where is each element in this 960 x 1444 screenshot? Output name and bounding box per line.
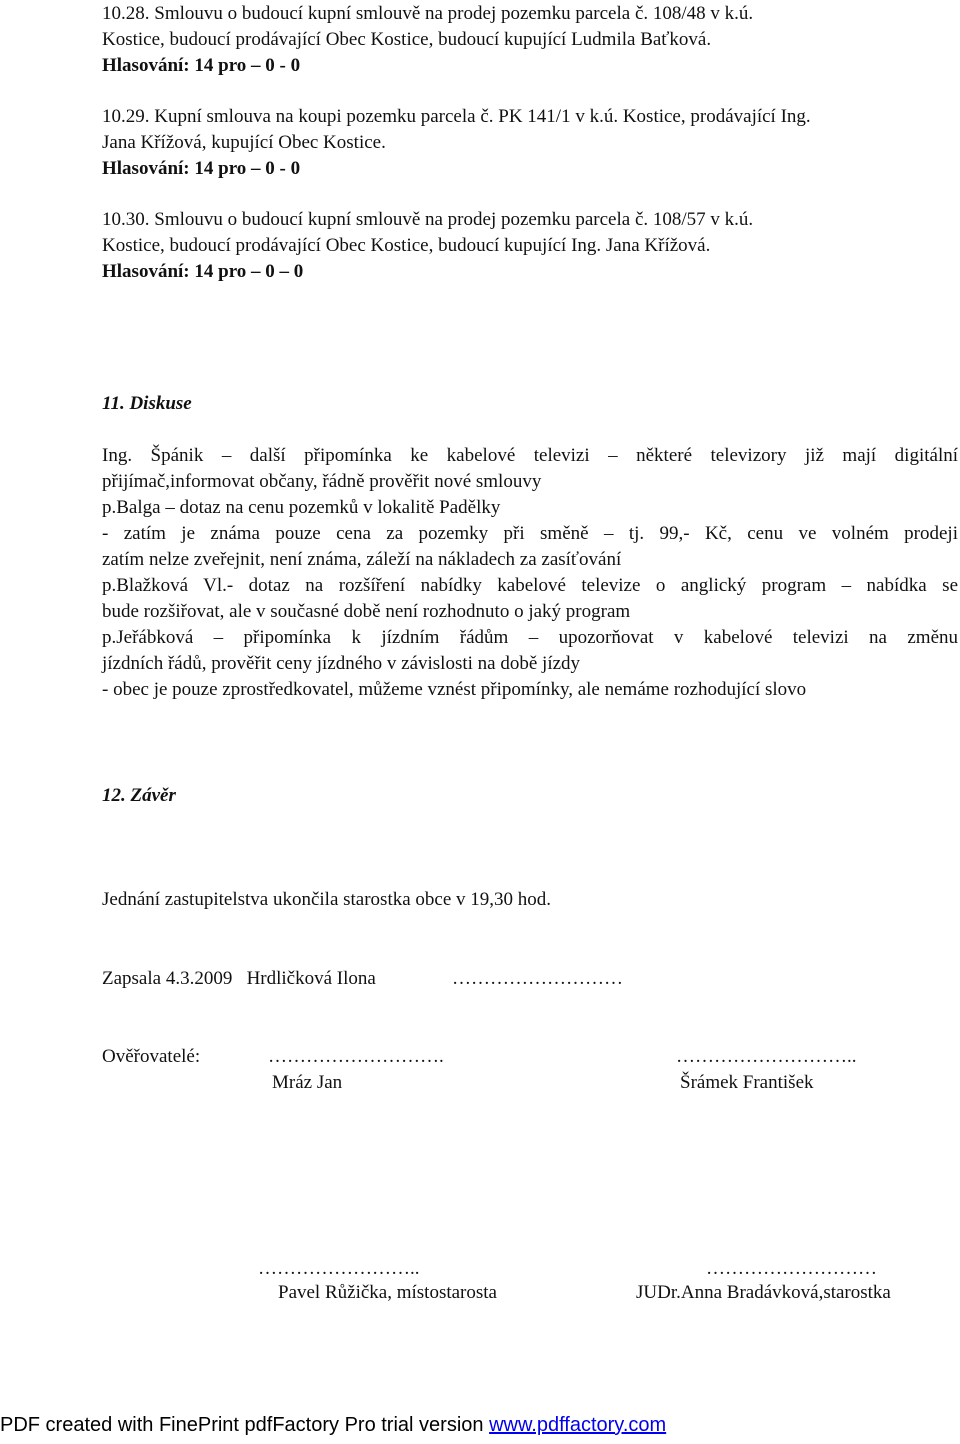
diskuse-line-2: přijímač,informovat občany, řádně prověřit nové smlouvy <box>102 471 542 492</box>
pdf-footer-text: PDF created with FinePrint pdfFactory Pro trial version <box>0 1414 490 1436</box>
item-10-30-vote: Hlasování: 14 pro – 0 – 0 <box>102 261 304 282</box>
diskuse-line-1: Ing. Špánik – další připomínka ke kabelové televizi – některé televizory již mají digitální <box>102 445 958 466</box>
diskuse-line-3: p.Balga – dotaz na cenu pozemků v lokalitě Padělky <box>102 497 501 518</box>
verifier-2-signature-line: ……………………….. <box>676 1046 857 1067</box>
verifiers-label: Ověřovatelé: <box>102 1046 201 1067</box>
diskuse-line-8: p.Jeřábková – připomínka k jízdním řádům – upozorňovat v kabelové televizi na změnu <box>102 627 958 648</box>
signatory-2-signature-line: ……………………… <box>706 1258 877 1279</box>
item-10-28-line-2: Kostice, budoucí prodávající Obec Kostice, budoucí kupující Ludmila Baťková. <box>102 29 712 50</box>
section-12-heading: 12. Závěr <box>102 785 176 806</box>
item-10-29-vote: Hlasování: 14 pro – 0 - 0 <box>102 158 301 179</box>
verifier-1-signature-line: ………………………. <box>268 1046 444 1067</box>
item-10-30-line-2: Kostice, budoucí prodávající Obec Kostice, budoucí kupující Ing. Jana Křížová. <box>102 235 711 256</box>
item-10-29-line-2: Jana Křížová, kupující Obec Kostice. <box>102 132 386 153</box>
signatory-2-name: JUDr.Anna Bradávková,starostka <box>636 1282 891 1303</box>
pdf-footer <box>0 1414 666 1437</box>
diskuse-line-4: - zatím je známa pouze cena za pozemky při směně – tj. 99,- Kč, cenu ve volném prodeji <box>102 523 958 544</box>
diskuse-line-7: bude rozšiřovat, ale v současné době není rozhodnuto o jaký program <box>102 601 631 622</box>
item-10-30-line-1: 10.30. Smlouvu o budoucí kupní smlouvě na prodej pozemku parcela č. 108/57 v k.ú. <box>102 209 754 230</box>
diskuse-line-6: p.Blažková Vl.- dotaz na rozšíření nabídky kabelové televize o anglický program – nabídka se <box>102 575 958 596</box>
item-10-28-line-1: 10.28. Smlouvu o budoucí kupní smlouvě na prodej pozemku parcela č. 108/48 v k.ú. <box>102 3 754 24</box>
item-10-28-vote: Hlasování: 14 pro – 0 - 0 <box>102 55 301 76</box>
closing-statement: Jednání zastupitelstva ukončila starostka obce v 19,30 hod. <box>102 889 552 910</box>
signatory-1-signature-line: …………………….. <box>258 1258 420 1279</box>
diskuse-line-9: jízdních řádů, prověřit ceny jízdného v závislosti na době jízdy <box>102 653 581 674</box>
recorder-signature-line: ……………………… <box>452 968 623 989</box>
signatory-1-name: Pavel Růžička, místostarosta <box>278 1282 497 1303</box>
item-10-29-line-1: 10.29. Kupní smlouva na koupi pozemku parcela č. PK 141/1 v k.ú. Kostice, prodávající Ing. <box>102 106 811 127</box>
verifier-1-name: Mráz Jan <box>272 1072 343 1093</box>
diskuse-line-10: - obec je pouze zprostředkovatel, můžeme vznést připomínky, ale nemáme rozhodující slovo <box>102 679 807 700</box>
diskuse-line-5: zatím nelze zveřejnit, není známa, záleží na nákladech za zasíťování <box>102 549 622 570</box>
verifier-2-name: Šrámek František <box>680 1072 814 1093</box>
section-11-heading: 11. Diskuse <box>102 393 192 414</box>
pdffactory-link[interactable]: www.pdffactory.com <box>489 1414 667 1436</box>
recorder-text: Zapsala 4.3.2009 Hrdličková Ilona <box>102 968 376 989</box>
